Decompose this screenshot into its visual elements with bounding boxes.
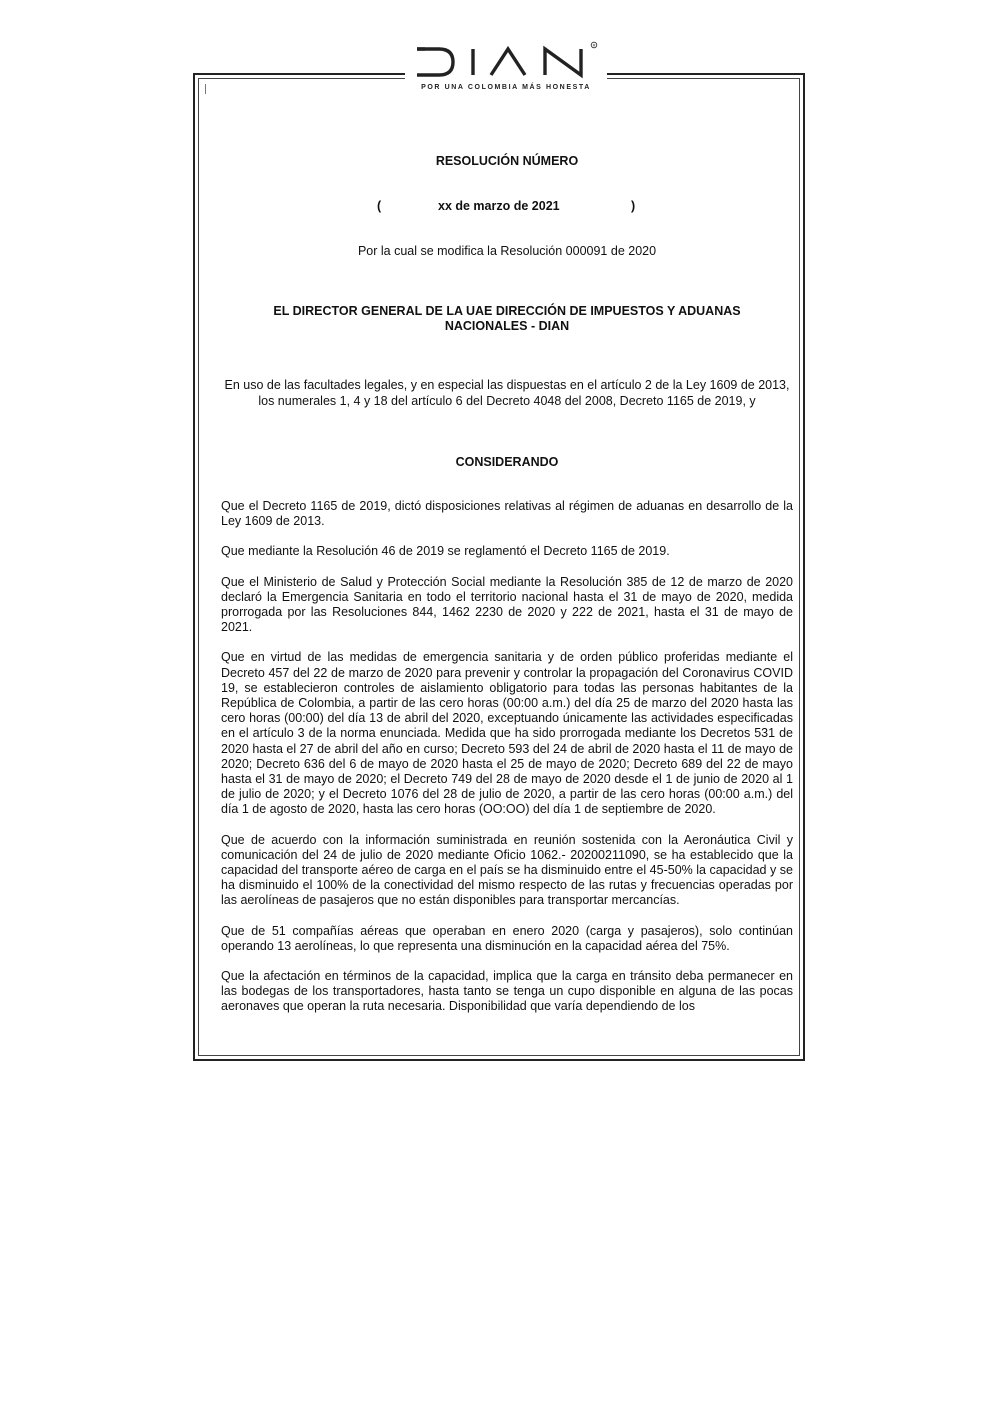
dian-logo-mark [413, 40, 601, 82]
paragraph: Que de acuerdo con la información suministrada en reunión sostenida con la Aeronáutica Civil y comunicación del 24 de julio de 2020 mediante Oficio 1062.- 20200211090, se ha establecido que la capacidad del transporte aéreo de carga en el país se ha disminuido entre el 45-50% la capacidad y se ha disminuido el 100% de la conectividad del mismo respecto de las rutas y frecuencias operadas por las aerolíneas de pasajeros que no están disponibles para transportar mercancías. [221, 832, 793, 908]
date-close-paren: ) [631, 199, 636, 213]
considerations-body [221, 499, 793, 1015]
date-open-paren: ( [377, 199, 382, 213]
considerando-heading: CONSIDERANDO [455, 455, 559, 469]
issuing-authority: EL DIRECTOR GENERAL DE LA UAE DIRECCIÓN DE IMPUESTOS Y ADUANAS NACIONALES - DIAN [273, 304, 741, 333]
resolution-date: xx de marzo de 2021 [438, 199, 560, 213]
paragraph: Que la afectación en términos de la capacidad, implica que la carga en tránsito deba permanecer en las bodegas de los transportadores, hasta tanto se tenga un cupo disponible en alguna de las pocas aeronaves que operan la ruta necesaria. Disponibilidad que varía dependiendo de los [221, 969, 793, 1014]
resolution-title: RESOLUCIÓN NÚMERO [435, 154, 579, 168]
svg-text:R: R [592, 42, 596, 48]
resolution-subtitle: Por la cual se modifica la Resolución 000091 de 2020 [357, 244, 657, 258]
paragraph: Que de 51 compañías aéreas que operaban en enero 2020 (carga y pasajeros), solo continúan operando 13 aerolíneas, lo que representa una disminución en la capacidad aérea del 75%. [221, 923, 793, 953]
paragraph: Que el Ministerio de Salud y Protección Social mediante la Resolución 385 de 12 de marzo de 2020 declaró la Emergencia Sanitaria en todo el territorio nacional hasta el 31 de mayo de 2020, medida prorrogada por las Resoluciones 844, 1462 2230 de 2020 y 222 de 2021, hasta el 31 de mayo de 2021. [221, 574, 793, 635]
paragraph: Que el Decreto 1165 de 2019, dictó disposiciones relativas al régimen de aduanas en desarrollo de la Ley 1609 de 2013. [221, 499, 793, 529]
legal-basis: En uso de las facultades legales, y en especial las dispuestas en el artículo 2 de la Ley 1609 de 2013, los numerales 1, 4 y 18 del artículo 6 del Decreto 4048 del 2008, Decreto 1165 de 2019, y [224, 378, 790, 408]
paragraph: Que en virtud de las medidas de emergencia sanitaria y de orden público proferidas mediante el Decreto 457 del 22 de marzo de 2020 para prevenir y controlar la propagación del Coronavirus COVID 19, se establecieron controles de aislamiento obligatorio para todas las personas habitantes de la República de Colombia, a partir de las cero horas (00:00 a.m.) del día 25 de marzo del 2020 hasta las cero horas (00:00) del día 13 de abril del 2020, exceptuando únicamente las actividades especificadas en el artículo 3 de la norma enunciada. Medida que ha sido prorrogada mediante los Decretos 531 de 2020 hasta el 27 de abril del año en curso; Decreto 593 del 24 de abril de 2020 hasta el 11 de mayo de 2020; Decreto 636 del 6 de mayo de 2020 hasta el 25 de mayo de 2020; Decreto 689 del 22 de mayo hasta el 31 de mayo de 2020; el Decreto 749 del 28 de mayo de 2020 desde el 1 de junio de 2020 al 1 de julio de 2020; y el Decreto 1076 del 28 de julio de 2020, a partir de las cero horas (00:00 a.m.) del día 1 de agosto de 2020, hasta las cero horas (OO:OO) del día 1 de septiembre de 2020. [221, 650, 793, 817]
paragraph: Que mediante la Resolución 46 de 2019 se reglamentó el Decreto 1165 de 2019. [221, 544, 670, 559]
dian-logo [405, 40, 607, 96]
logo-tagline: POR UNA COLOMBIA MÁS HONESTA [421, 84, 591, 91]
margin-tick [205, 84, 206, 94]
